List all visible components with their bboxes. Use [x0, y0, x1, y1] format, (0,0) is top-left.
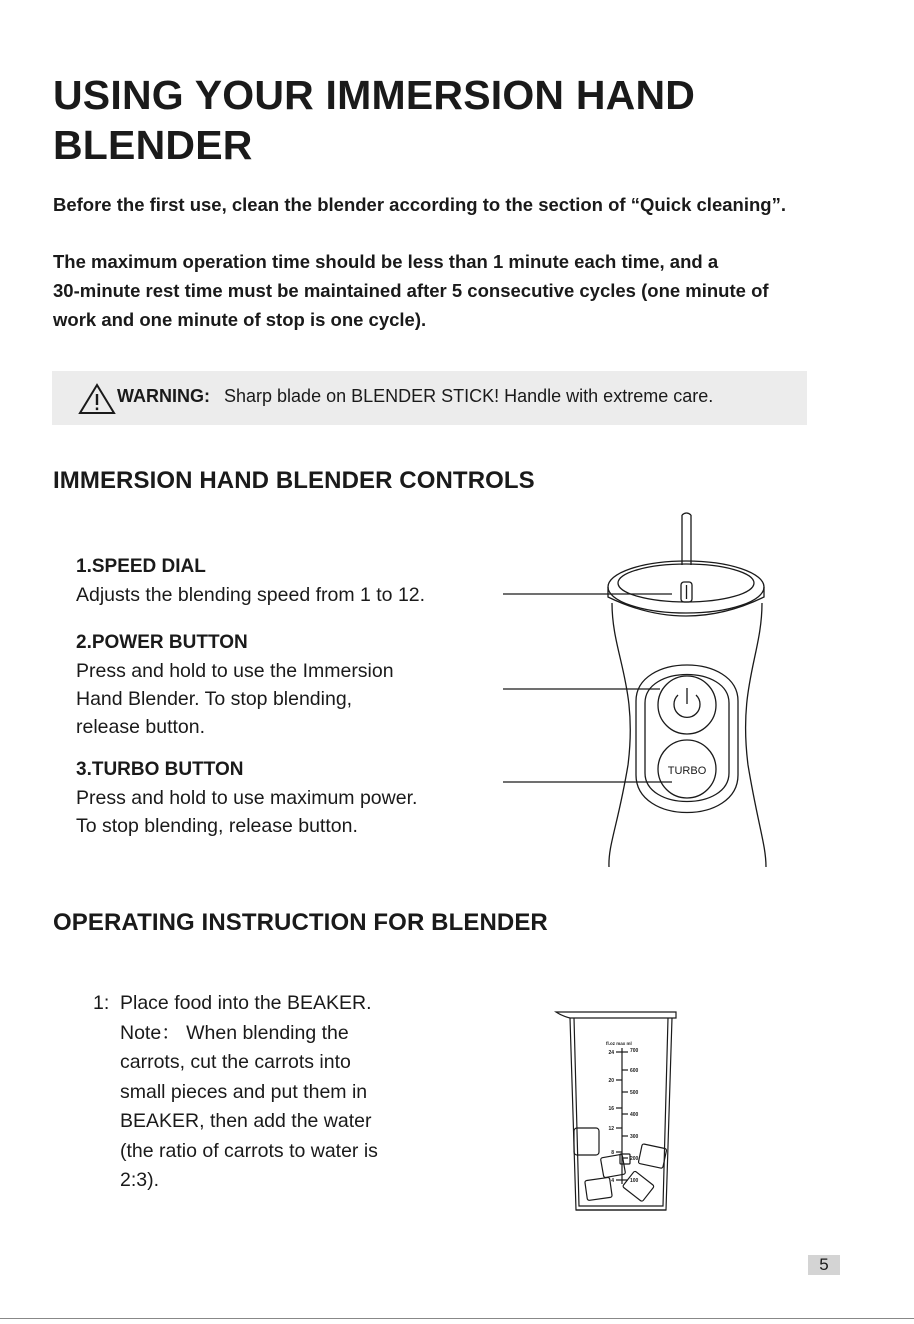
step-line: BEAKER, then add the water: [120, 1110, 372, 1132]
page-title: [53, 70, 873, 170]
operation-time-paragraph: [53, 247, 903, 334]
control-description: [76, 581, 425, 609]
warning-text: Sharp blade on BLENDER STICK! Handle with extreme care.: [224, 386, 714, 406]
ml-mark: 400: [630, 1112, 639, 1118]
control-line: Hand Blender. To stop blending,: [76, 688, 353, 710]
ml-mark: 200: [630, 1156, 639, 1162]
step-text: [120, 989, 378, 1196]
operation-line-2: 30-minute rest time must be maintained after 5 consecutive cycles (one minute of: [53, 280, 769, 301]
ml-mark: 600: [630, 1068, 639, 1074]
title-line-2: BLENDER: [53, 122, 253, 168]
blender-illustration: [500, 505, 780, 875]
ml-mark: 700: [630, 1048, 639, 1054]
bottom-rule: [0, 1318, 914, 1319]
oz-mark: 20: [608, 1078, 614, 1084]
operation-line-3: work and one minute of stop is one cycle).: [53, 309, 427, 330]
control-title: 2.POWER BUTTON: [76, 632, 248, 653]
oz-mark: 4: [611, 1178, 614, 1184]
step-line: Place food into the BEAKER.: [120, 992, 372, 1014]
intro-text: Before the first use, clean the blender according to the section of “Quick cleaning”.: [53, 194, 786, 215]
control-title: 1.SPEED DIAL: [76, 556, 206, 577]
intro-paragraph: [53, 190, 903, 219]
step-line: carrots, cut the carrots into: [120, 1051, 351, 1073]
oz-mark: 12: [608, 1126, 614, 1132]
oz-mark: 8: [611, 1150, 614, 1156]
control-line: Press and hold to use maximum power.: [76, 787, 418, 809]
beaker-scale-header: fl.oz max ml: [606, 1041, 632, 1046]
ml-mark: 500: [630, 1090, 639, 1096]
control-turbo-button: [76, 756, 417, 840]
control-description: [76, 784, 417, 840]
control-line: Press and hold to use the Immersion: [76, 660, 394, 682]
control-line: Adjusts the blending speed from 1 to 12.: [76, 584, 426, 606]
control-line: To stop blending, release button.: [76, 815, 358, 837]
control-line: release button.: [76, 716, 206, 738]
title-line-1: USING YOUR IMMERSION HAND: [53, 72, 696, 118]
ml-mark: 300: [630, 1134, 639, 1140]
control-power-button: [76, 629, 394, 741]
control-description: [76, 657, 394, 741]
page-number: 5: [808, 1255, 840, 1275]
step-line: Note： When blending the: [120, 1021, 349, 1044]
control-title: 3.TURBO BUTTON: [76, 759, 244, 780]
control-speed-dial: [76, 553, 425, 609]
oz-mark: 16: [608, 1106, 614, 1112]
controls-heading: IMMERSION HAND BLENDER CONTROLS: [53, 467, 535, 494]
ml-mark: 100: [630, 1178, 639, 1184]
step-number: 1:: [93, 992, 110, 1014]
step-line: (the ratio of carrots to water is: [120, 1139, 378, 1162]
operation-line-1: The maximum operation time should be less than 1 minute each time, and a: [53, 251, 719, 272]
step-line: 2:3).: [120, 1169, 160, 1191]
oz-mark: 24: [608, 1050, 614, 1056]
warning-triangle-icon: [78, 383, 116, 415]
turbo-label: TURBO: [667, 765, 707, 777]
warning-box: [52, 371, 807, 425]
step-line: small pieces and put them in: [120, 1080, 368, 1103]
beaker-illustration: [550, 1004, 685, 1214]
warning-label: WARNING:: [117, 386, 210, 406]
operating-heading: OPERATING INSTRUCTION FOR BLENDER: [53, 909, 548, 936]
